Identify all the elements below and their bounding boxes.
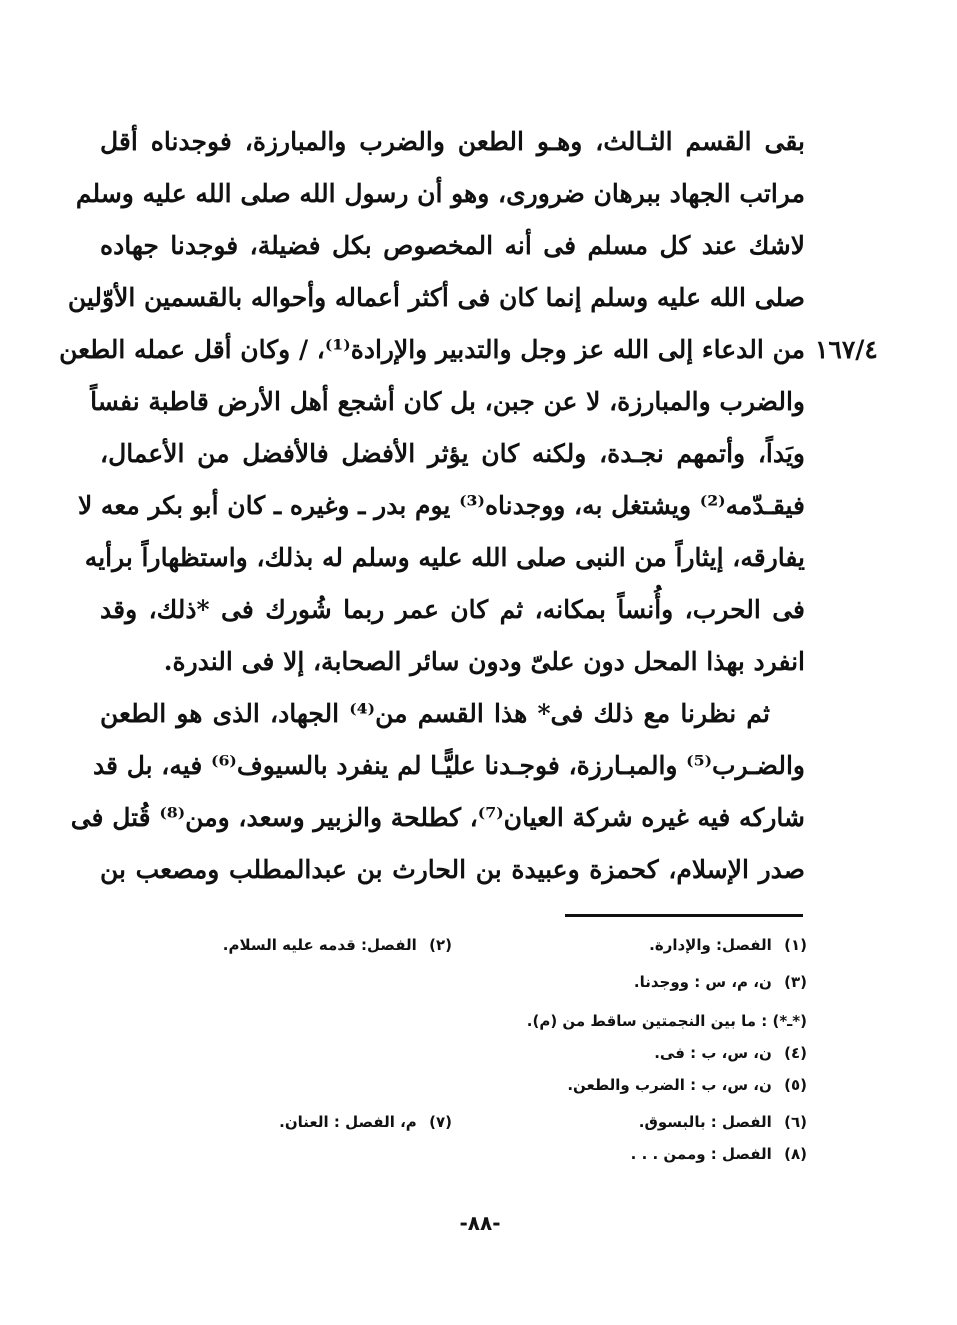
footnote-number: (*ـ*)	[772, 1012, 807, 1030]
footnote-text: الفصل : وممن . . .	[630, 1145, 772, 1163]
footnote-text: الفصل: والإدارة.	[649, 936, 772, 954]
footnote-number: (٤)	[784, 1044, 807, 1062]
body-line-10: فى الحرب، وأُنساً بمكانه، ثم كان عمر ربما شُورك فى *ذلك، وقد	[100, 595, 805, 624]
body-line-13: والضـرب⁽⁵⁾ والمبـارزة، فوجـدنا عليًّـا لم ينفرد بالسيوف⁽⁶⁾ فيه، بل قد	[92, 751, 805, 780]
footnote-text: : ما بين النجمتين ساقط من (م).	[526, 1012, 768, 1030]
body-line-9: يفارقه، إيثاراً من النبى صلى الله عليه وسلم له بذلك، واستظهاراً برأيه	[84, 543, 805, 572]
body-line-8: فيقـدّمه⁽²⁾ ويشتغل به، ووجدناه⁽³⁾ يوم بدر ـ وغيره ـ كان أبو بكر معه لا	[77, 491, 805, 520]
footnote-text: الفصل : بالبسوق.	[638, 1113, 772, 1131]
footnote-divider	[565, 914, 803, 917]
body-line-5: من الدعاء إلى الله عز وجل والتدبير والإرادة⁽¹⁾، / وكان أقل عمله الطعن	[59, 335, 805, 364]
page-number: -٨٨-	[459, 1211, 501, 1235]
body-line-14: شاركه فيه غيره شركة العيان⁽⁷⁾، كطلحة والزبير وسعد، ومن⁽⁸⁾ قُتل فى	[70, 803, 805, 832]
footnote-number: (٢)	[429, 936, 452, 954]
footnote-number: (٨)	[784, 1145, 807, 1163]
body-line-11: انفرد بهذا المحل دون علىّ ودون سائر الصحابة، إلا فى الندرة.	[163, 647, 805, 676]
footnote-text: ن، س، ب : فى.	[654, 1044, 772, 1062]
body-line-2: مراتب الجهاد ببرهان ضرورى، وهو أن رسول الله صلى الله عليه وسلم	[75, 179, 805, 208]
body-line-6: والضرب والمبارزة، لا عن جبن، بل كان أشجع أهل الأرض قاطبة نفساً	[90, 387, 805, 416]
footnote-7	[279, 1110, 452, 1134]
footnote-1	[649, 933, 807, 957]
body-line-7: ويَداً، وأتمهم نجـدة، ولكنه كان يؤثر الأفضل فالأفضل من الأعمال،	[100, 439, 805, 468]
footnote-8	[631, 1142, 807, 1166]
body-line-3: لاشك عند كل مسلم فى أنه المخصوص بكل فضيلة، فوجدنا جهاده	[100, 231, 805, 260]
body-line-4: صلى الله عليه وسلم إنما كان فى أكثر أعماله وأحواله بالقسمين الأوّلين	[67, 283, 805, 312]
margin-reference: ١٦٧/٤	[815, 335, 878, 364]
footnote-3	[634, 970, 807, 994]
footnote-4	[654, 1041, 807, 1065]
footnote-star	[527, 1009, 807, 1033]
footnote-number: (١)	[784, 936, 807, 954]
body-line-1: بقى القسم الثـالث، وهـو الطعن والضرب والمبارزة، فوجدناه أقل	[100, 127, 805, 156]
body-line-15: صدر الإسلام، كحمزة وعبيدة بن الحارث بن عبدالمطلب ومصعب بن	[100, 855, 805, 884]
body-line-12: ثم نظرنا مع ذلك فى* هذا القسم من⁽⁴⁾ الجهاد، الذى هو الطعن	[100, 699, 770, 728]
footnote-number: (٣)	[784, 973, 807, 991]
footnote-2	[223, 933, 452, 957]
footnote-text: الفصل: قدمه عليه السلام.	[222, 936, 417, 954]
footnote-5	[567, 1073, 807, 1097]
footnote-6	[639, 1110, 807, 1134]
footnote-text: ن، م، س : ووجدنا.	[633, 973, 772, 991]
footnote-number: (٦)	[784, 1113, 807, 1131]
footnote-number: (٧)	[429, 1113, 452, 1131]
footnote-text: م، الفصل : العنان.	[279, 1113, 417, 1131]
footnote-number: (٥)	[784, 1076, 807, 1094]
footnote-text: ن، س، ب : الضرب والطعن.	[567, 1076, 772, 1094]
